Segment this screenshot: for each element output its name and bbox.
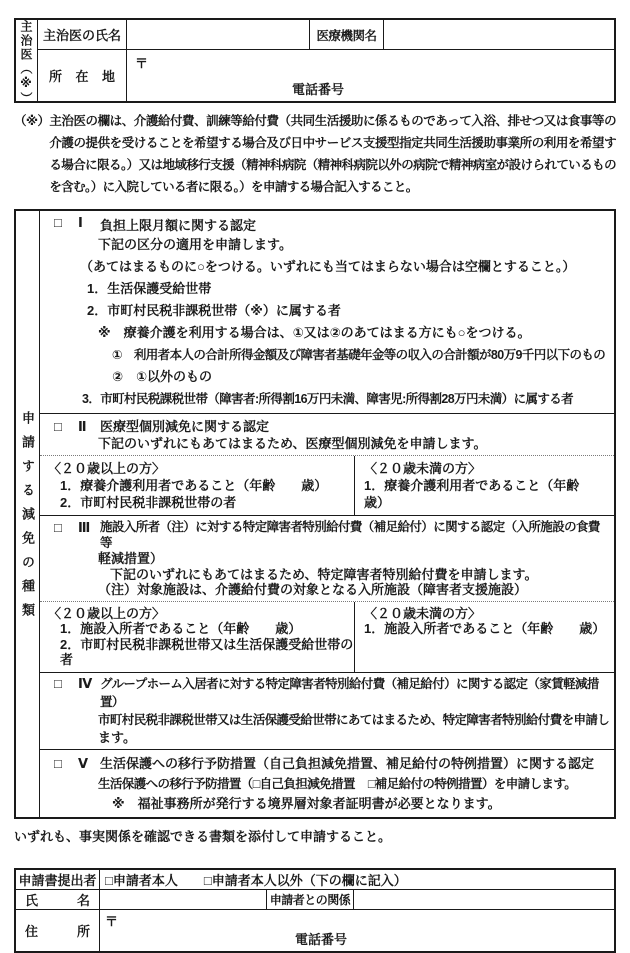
section-2-line1: 下記のいずれにもあてはまるため、医療型個別減免を申請します。 (98, 436, 487, 451)
section-2-minor-column (355, 456, 614, 515)
section-1-note: ※ 療養介護を利用する場合は、①又は②のあてはまる方にも○をつける。 (98, 325, 531, 340)
doctor-phone-field[interactable] (352, 82, 472, 98)
section-2-age-columns (40, 455, 614, 515)
note-marker: （※） (14, 114, 50, 128)
doctor-table-body (38, 20, 614, 101)
section-1-title: 負担上限月額に関する認定 (100, 218, 257, 233)
section-3-adult-heading: 〈２０歳以上の方〉 (48, 605, 166, 621)
exemption-side-label: 申請する減免の種類 (16, 211, 40, 817)
note-text: 主治医の欄は、介護給付費、訓練等給付費（共同生活援助に係るものであって入浴、排せつ又は食事等の介護の提供を受けることを希望する場合及び日中サービス支援型指定共同生活援助事業所の利用を希望する場合に限る。）又は地域移行支援（精神科病院（精神科病院以外の病院で精神病室が設けられているものを含む。）に入院している者に限る。）を申請する場合記入すること。 (49, 114, 616, 194)
postal-mark: 〒 (105, 913, 119, 929)
submitter-phone-field[interactable] (355, 933, 475, 948)
applicant-self-checkbox-option[interactable]: □申請者本人 (105, 872, 178, 888)
addr-char: 所 (49, 69, 63, 84)
doctor-name-label: 主治医の氏名 (38, 20, 127, 49)
section-4-line2: ます。 (98, 729, 136, 745)
section-3-age-columns (40, 601, 614, 672)
submitter-address-row (16, 910, 614, 951)
section-1-item1: 1．生活保護受給世帯 (87, 281, 212, 296)
section-2-minor-heading: 〈２０歳未満の方〉 (364, 461, 482, 476)
submitter-row (16, 870, 614, 890)
section-3-line2: （注）対象施設は、介護給付費の対象となる入所施設（障害者支援施設） (98, 582, 528, 597)
section-2-adult-column (40, 456, 355, 515)
addr-char: 在 (75, 69, 89, 84)
section-3-numeral: Ⅲ (78, 520, 91, 535)
doctor-address-label (38, 50, 127, 101)
section-2-title: 医療型個別減免に関する認定 (100, 419, 270, 434)
doctor-note (14, 110, 616, 198)
exemption-table (14, 209, 616, 819)
applicant-other-checkbox-option[interactable]: □申請者本人以外（下の欄に記入） (203, 872, 407, 888)
doctor-name-field[interactable] (127, 20, 310, 49)
doctor-name-row (38, 20, 614, 50)
section-5-checkbox[interactable]: □ (54, 755, 62, 771)
section-5-line1-pre: 生活保護への移行予防措置（ (98, 776, 253, 791)
section-1-line1: 下記の区分の適用を申請します。 (98, 237, 292, 252)
postal-mark: 〒 (135, 56, 149, 71)
doctor-phone-label: 電話番号 (292, 82, 345, 97)
relation-label: 申請者との関係 (267, 890, 354, 909)
addr-char: 所 (76, 923, 90, 939)
section-1-item3: 3．市町村民税課税世帯（障害者:所得割16万円未満、障害児:所得割28万円未満）に属する者 (82, 392, 574, 406)
section-3-minor-column (355, 602, 614, 672)
addr-char: 地 (101, 69, 115, 84)
submitter-address-label (16, 910, 100, 951)
section-1-sub2: ② ①以外のもの (112, 369, 213, 384)
section-5-self-pay-checkbox-option[interactable]: □自己負担減免措置 (252, 776, 355, 791)
section-4-title: グループホーム入居者に対する特定障害者特別給付費（補足給付）に関する認定（家賃軽減措置） (100, 676, 599, 709)
section-4-numeral: Ⅳ (78, 675, 93, 691)
relation-field[interactable] (354, 890, 614, 909)
doctor-address-row (38, 50, 614, 101)
section-5-line1-post: ）を申請します。 (481, 776, 577, 791)
section-4-group-home-benefit (40, 673, 614, 750)
section-2-medical-individual-reduction (40, 414, 614, 516)
section-1-sub1: ① 利用者本人の合計所得金額及び障害者基礎年金等の収入の合計額が80万9千円以下のもの (112, 348, 606, 362)
section-1-numeral: Ⅰ (78, 215, 83, 230)
section-3-checkbox[interactable]: □ (54, 520, 62, 535)
submitter-name-field[interactable] (100, 890, 267, 909)
section-4-checkbox[interactable]: □ (54, 675, 62, 691)
section-2-checkbox[interactable]: □ (54, 419, 62, 434)
section-3-adult-column (40, 602, 355, 672)
section-5-numeral: Ⅴ (78, 755, 89, 771)
doctor-address-field[interactable] (127, 50, 614, 101)
section-1-item2: 2．市町村民税非課税世帯（※）に属する者 (87, 303, 341, 318)
submitter-options (100, 870, 614, 889)
doctor-table-side-label: 主治医（※） (16, 20, 38, 101)
section-1-checkbox[interactable]: □ (54, 215, 62, 230)
doctor-table (14, 18, 616, 106)
submitter-name-row (16, 890, 614, 910)
medical-institution-field[interactable] (384, 20, 614, 49)
medical-institution-label: 医療機関名 (310, 20, 384, 49)
section-2-adult-item2: 2．市町村民税非課税世帯の者 (60, 495, 237, 510)
submitter-phone-label: 電話番号 (295, 931, 348, 947)
section-2-numeral: Ⅱ (78, 419, 87, 434)
submitter-address-field[interactable] (100, 910, 614, 951)
section-2-minor-item1: 1．療養介護利用者であること（年齢 歳） (364, 478, 606, 510)
section-1-copayment-cap (40, 211, 614, 414)
section-5-welfare-transition-prevention (40, 750, 614, 817)
section-5-note: ※ 福祉事務所が発行する境界層対象者証明書が必要となります。 (112, 795, 501, 811)
section-2-adult-heading: 〈２０歳以上の方〉 (48, 461, 166, 476)
section-3-facility-resident-benefit (40, 516, 614, 673)
section-3-title-cont: 軽減措置） (98, 551, 164, 566)
name-char: 氏 (25, 892, 39, 908)
attachment-note: いずれも、事実関係を確認できる書類を添付して申請すること。 (14, 828, 392, 844)
addr-char: 住 (25, 923, 39, 939)
section-3-title: 施設入所者（注）に対する特定障害者特別給付費（補足給付）に関する認定（入所施設の食費等 (100, 520, 600, 550)
section-2-adult-item1: 1．療養介護利用者であること（年齢 歳） (60, 478, 328, 493)
section-3-minor-heading: 〈２０歳未満の方〉 (364, 605, 482, 621)
section-5-supplement-checkbox-option[interactable]: □補足給付の特例措置 (367, 776, 482, 791)
exemption-body (40, 211, 614, 817)
section-5-line1 (40, 774, 614, 794)
section-4-line1: 市町村民税非課税世帯又は生活保護受給世帯にあてはまるため、特定障害者特別給付費を申請し (98, 712, 610, 727)
submitter-table (14, 868, 616, 953)
section-1-line2: （あてはまるものに○をつける。いずれにも当てはまらない場合は空欄とすること。） (80, 259, 576, 274)
section-3-adult-item2: 2．市町村民税非課税世帯又は生活保護受給世帯の者 (60, 636, 354, 667)
section-3-line1: 下記のいずれにもあてはまるため、特定障害者特別給付費を申請します。 (110, 566, 538, 582)
submitter-name-label (16, 890, 100, 909)
section-3-minor-item1: 1．施設入所者であること（年齢 歳） (364, 621, 606, 636)
section-5-title: 生活保護への移行予防措置（自己負担減免措置、補足給付の特例措置）に関する認定 (100, 755, 595, 771)
submitter-label: 申請書提出者 (16, 870, 100, 889)
section-3-adult-item1: 1．施設入所者であること（年齢 歳） (60, 621, 302, 636)
name-char: 名 (76, 892, 90, 908)
